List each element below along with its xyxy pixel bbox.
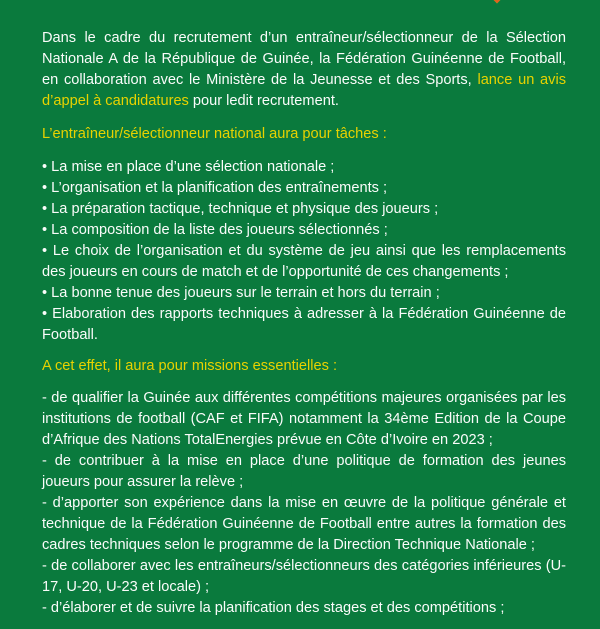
task-item: • Le choix de l’organisation et du système de jeu ainsi que les remplacements des joueurs en cours de match et de l’opportunité de ces changements ; bbox=[42, 243, 566, 280]
intro-text-end: pour ledit recrutement. bbox=[188, 93, 339, 109]
tasks-heading: L’entraîneur/sélectionneur national aura pour tâches : bbox=[42, 126, 387, 142]
mission-item: - d’apporter son expérience dans la mise en œuvre de la politique générale et technique de la Fédération Guinéenne de Football entre autres la formation des cadres techniques selon le programme de la Direction Technique Nationale ; bbox=[42, 495, 566, 553]
task-item: • La mise en place d’une sélection nationale ; bbox=[42, 159, 335, 175]
missions-list bbox=[42, 388, 566, 619]
missions-heading: A cet effet, il aura pour missions essentielles : bbox=[42, 358, 337, 374]
clipped-line: - d’élaborer et de suivre la planification des stages et des compétitions ; bbox=[42, 600, 505, 616]
tasks-list bbox=[42, 157, 566, 346]
intro-text-start: Dans le cadre du recrutement d’un entraîneur/sélectionneur de la Sélection Nationale A de la République de Guinée, la Fédération Guinéenne de Football, en collaboration avec le Ministère de la Jeunesse et des Sports, bbox=[42, 30, 566, 88]
diamond-icon bbox=[486, 0, 509, 3]
mission-item: - de collaborer avec les entraîneurs/sélectionneurs des catégories inférieures (U-17, U-20, U-23 et locale) ; bbox=[42, 558, 566, 595]
task-item: • La bonne tenue des joueurs sur le terrain et hors du terrain ; bbox=[42, 285, 440, 301]
task-item: • La composition de la liste des joueurs sélectionnés ; bbox=[42, 222, 388, 238]
task-item: • L’organisation et la planification des entraînements ; bbox=[42, 180, 388, 196]
mission-item: - de qualifier la Guinée aux différentes compétitions majeures organisées par les institutions de football (CAF et FIFA) notamment la 34ème Edition de la Coupe d’Afrique des Nations TotalEnergies prévue en Côte d’Ivoire en 2023 ; bbox=[42, 390, 566, 448]
intro-highlight: lance un avis d’appel à candidatures bbox=[42, 72, 566, 109]
intro-paragraph bbox=[42, 28, 566, 112]
task-item: • Elaboration des rapports techniques à adresser à la Fédération Guinéenne de Football. bbox=[42, 306, 566, 343]
task-item: • La préparation tactique, technique et physique des joueurs ; bbox=[42, 201, 439, 217]
announcement-body bbox=[42, 28, 566, 629]
mission-item: - de contribuer à la mise en place d’une politique de formation des jeunes joueurs pour assurer la relève ; bbox=[42, 453, 566, 490]
